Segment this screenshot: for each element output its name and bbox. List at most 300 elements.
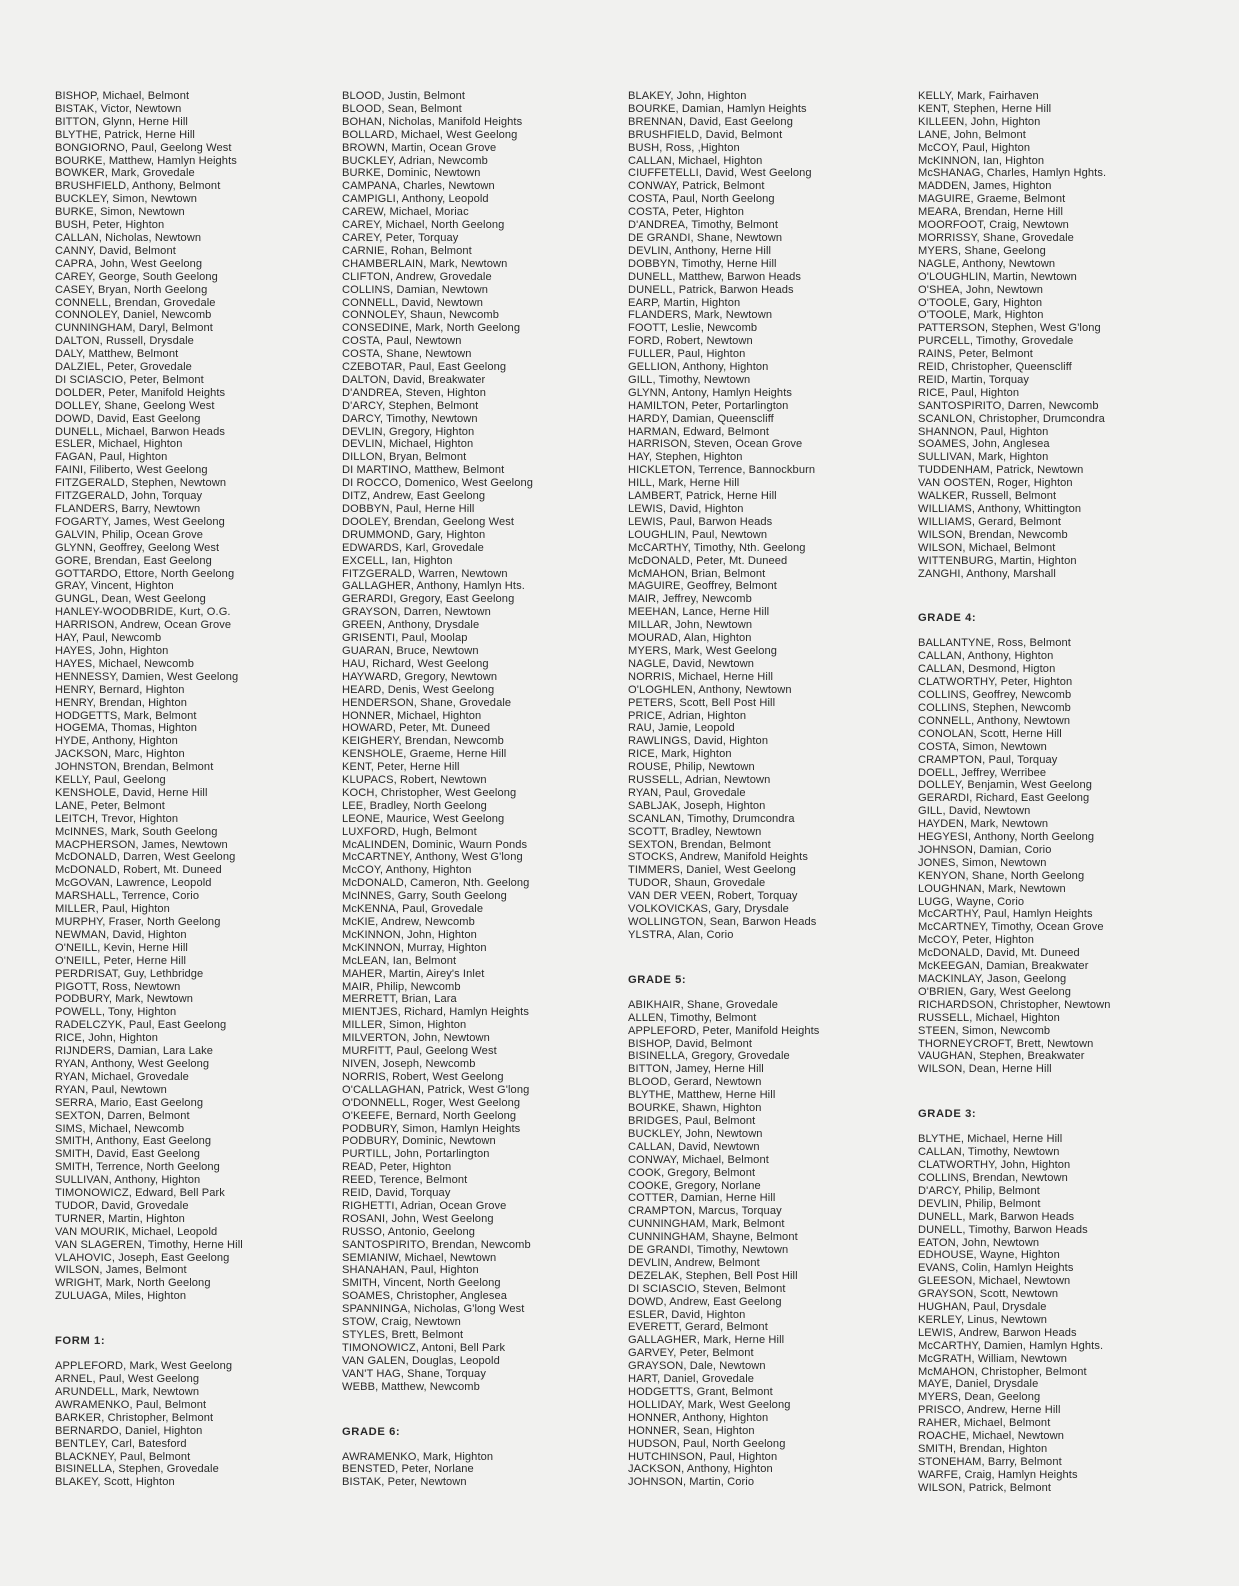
student-entry: APPLEFORD, Mark, West Geelong xyxy=(55,1360,233,1373)
student-entry: CLIFTON, Andrew, Grovedale xyxy=(342,270,492,283)
student-entry: STEEN, Simon, Newcomb xyxy=(918,1024,1051,1037)
student-entry: O'NEILL, Kevin, Herne Hill xyxy=(55,941,188,954)
student-entry: PURTILL, John, Portarlington xyxy=(342,1148,490,1161)
student-entry: VAN SLAGEREN, Timothy, Herne Hill xyxy=(55,1238,243,1251)
student-entry: EXCELL, Ian, Highton xyxy=(342,554,453,567)
student-entry: BISINELLA, Gregory, Grovedale xyxy=(628,1050,790,1063)
student-entry: CHAMBERLAIN, Mark, Newtown xyxy=(342,257,508,270)
student-entry: BARKER, Christopher, Belmont xyxy=(55,1411,214,1424)
student-entry: BOWKER, Mark, Grovedale xyxy=(55,167,195,180)
student-entry: SULLIVAN, Anthony, Highton xyxy=(55,1174,201,1187)
student-entry: SANTOSPIRITO, Brendan, Newcomb xyxy=(342,1238,531,1251)
student-entry: BLAKEY, John, Highton xyxy=(628,90,747,102)
student-entry: McDONALD, Darren, West Geelong xyxy=(55,851,236,864)
student-entry: SOAMES, Christopher, Anglesea xyxy=(342,1290,508,1303)
student-entry: HENRY, Bernard, Highton xyxy=(55,683,185,696)
student-entry: ROUSE, Philip, Newtown xyxy=(628,761,755,774)
student-entry: COLLINS, Geoffrey, Newcomb xyxy=(918,689,1072,702)
student-entry: McDONALD, Robert, Mt. Duneed xyxy=(55,864,222,877)
student-entry: HOGEMA, Thomas, Highton xyxy=(55,722,198,735)
student-entry: HEGYESI, Anthony, North Geelong xyxy=(918,831,1095,844)
student-entry: COSTA, Peter, Highton xyxy=(628,206,744,219)
student-entry: GRISENTI, Paul, Moolap xyxy=(342,632,468,645)
student-entry: HAMILTON, Peter, Portarlington xyxy=(628,399,789,412)
name-list-continued xyxy=(342,90,627,1394)
student-entry: McKENNA, Paul, Grovedale xyxy=(342,903,484,916)
student-entry: GERARDI, Gregory, East Geelong xyxy=(342,593,515,606)
section-heading: GRADE 5: xyxy=(628,973,687,986)
column-2 xyxy=(342,90,627,1489)
student-entry: CAPRA, John, West Geelong xyxy=(55,257,203,270)
student-entry: HODGETTS, Mark, Belmont xyxy=(55,709,197,722)
student-entry: PURCELL, Timothy, Grovedale xyxy=(918,335,1074,348)
student-entry: CONNELL, Anthony, Newtown xyxy=(918,714,1071,727)
student-entry: GLEESON, Michael, Newtown xyxy=(918,1275,1071,1288)
student-entry: BRIDGES, Paul, Belmont xyxy=(628,1114,756,1127)
student-entry: COLLINS, Brendan, Newtown xyxy=(918,1171,1068,1184)
student-entry: DE GRANDI, Timothy, Newtown xyxy=(628,1244,789,1257)
student-entry: FOGARTY, James, West Geelong xyxy=(55,515,225,528)
student-entry: TUDOR, Shaun, Grovedale xyxy=(628,877,766,890)
student-entry: HAY, Paul, Newcomb xyxy=(55,632,162,645)
student-entry: HAYWARD, Gregory, Newtown xyxy=(342,670,498,683)
student-entry: CIUFFETELLI, David, West Geelong xyxy=(628,167,812,180)
student-entry: WILLIAMS, Anthony, Whittington xyxy=(918,503,1082,515)
student-entry: KENT, Peter, Herne Hill xyxy=(342,761,460,774)
student-entry: EARP, Martin, Highton xyxy=(628,296,741,309)
student-entry: CALLAN, Nicholas, Newtown xyxy=(55,231,202,244)
student-entry: LANE, John, Belmont xyxy=(918,128,1026,141)
section-heading: FORM 1: xyxy=(55,1335,106,1348)
student-entry: TIMONOWICZ, Antoni, Bell Park xyxy=(342,1341,506,1354)
student-entry: BUCKLEY, John, Newtown xyxy=(628,1127,763,1140)
student-entry: DALTON, Russell, Drysdale xyxy=(55,335,194,348)
student-entry: D'ARCY, Philip, Belmont xyxy=(918,1184,1040,1197)
student-entry: PRICE, Adrian, Highton xyxy=(628,709,747,722)
student-entry: PATTERSON, Stephen, West G'long xyxy=(918,322,1101,335)
student-entry: SHANNON, Paul, Highton xyxy=(918,425,1049,438)
student-entry: TUDOR, David, Grovedale xyxy=(55,1199,189,1212)
student-entry: LANE, Peter, Belmont xyxy=(55,799,165,812)
student-entry: SOAMES, John, Anglesea xyxy=(918,438,1050,451)
student-entry: KILLEEN, John, Highton xyxy=(918,115,1041,128)
student-entry: KEIGHERY, Brendan, Newcomb xyxy=(342,735,504,748)
student-entry: PETERS, Scott, Bell Post Hill xyxy=(628,696,776,709)
student-entry: GERARDI, Richard, East Geelong xyxy=(918,792,1090,805)
student-entry: COTTER, Damian, Herne Hill xyxy=(628,1192,776,1205)
column-4 xyxy=(918,90,1203,1495)
student-entry: BENSTED, Peter, Norlane xyxy=(342,1463,474,1476)
student-entry: DUNELL, Patrick, Barwon Heads xyxy=(628,283,794,296)
student-entry: EDWARDS, Karl, Grovedale xyxy=(342,541,484,554)
student-entry: FOOTT, Leslie, Newcomb xyxy=(628,322,758,335)
student-entry: McGOVAN, Lawrence, Leopold xyxy=(55,877,212,890)
student-entry: McSHANAG, Charles, Hamlyn Hghts. xyxy=(918,167,1107,180)
student-entry: TURNER, Martin, Highton xyxy=(55,1212,185,1225)
student-entry: LUGG, Wayne, Corio xyxy=(918,895,1025,908)
student-entry: EDHOUSE, Wayne, Highton xyxy=(918,1249,1060,1262)
student-entry: DEVLIN, Gregory, Highton xyxy=(342,425,475,438)
student-entry: MILLAR, John, Newtown xyxy=(628,619,753,632)
student-entry: DEVLIN, Philip, Belmont xyxy=(918,1197,1041,1210)
student-entry: FLANDERS, Mark, Newtown xyxy=(628,309,773,322)
student-entry: HARDY, Damian, Queenscliff xyxy=(628,412,774,425)
student-entry: GILL, Timothy, Newtown xyxy=(628,373,751,386)
student-entry: O'BRIEN, Gary, West Geelong xyxy=(918,985,1071,998)
student-entry: HANLEY-WOODBRIDE, Kurt, O.G. xyxy=(55,606,231,619)
student-entry: CLATWORTHY, John, Highton xyxy=(918,1159,1071,1172)
student-entry: DI ROCCO, Domenico, West Geelong xyxy=(342,477,534,490)
student-entry: STYLES, Brett, Belmont xyxy=(342,1329,464,1341)
student-entry: SERRA, Mario, East Geelong xyxy=(55,1096,204,1109)
student-entry: RADELCZYK, Paul, East Geelong xyxy=(55,1019,227,1032)
student-entry: DOLLEY, Shane, Geelong West xyxy=(55,399,215,412)
student-entry: SCANLAN, Timothy, Drumcondra xyxy=(628,812,795,825)
student-entry: ZULUAGA, Miles, Highton xyxy=(55,1290,187,1303)
student-entry: BROWN, Martin, Ocean Grove xyxy=(342,141,497,154)
student-entry: RYAN, Michael, Grovedale xyxy=(55,1070,189,1083)
student-entry: FLANDERS, Barry, Newtown xyxy=(55,503,201,515)
student-entry: SCOTT, Bradley, Newtown xyxy=(628,825,762,838)
section-heading: GRADE 6: xyxy=(342,1425,401,1438)
student-entry: BUSH, Ross, ,Highton xyxy=(628,141,740,154)
student-entry: PODBURY, Mark, Newtown xyxy=(55,993,194,1006)
student-entry: MACKINLAY, Jason, Geelong xyxy=(918,973,1067,985)
student-entry: BLOOD, Gerard, Newtown xyxy=(628,1076,762,1089)
student-entry: WARFE, Craig, Hamlyn Heights xyxy=(918,1468,1078,1481)
student-entry: HODGETTS, Grant, Belmont xyxy=(628,1386,773,1398)
student-entry: AWRAMENKO, Paul, Belmont xyxy=(55,1398,207,1411)
student-entry: FITZGERALD, Stephen, Newtown xyxy=(55,477,227,490)
grade-section xyxy=(628,974,913,1489)
student-entry: CAREY, Michael, North Geelong xyxy=(342,219,505,232)
student-entry: CLATWORTHY, Peter, Highton xyxy=(918,676,1073,689)
student-entry: THORNEYCROFT, Brett, Newtown xyxy=(918,1037,1094,1050)
student-entry: ROSANI, John, West Geelong xyxy=(342,1212,494,1225)
student-entry: VLAHOVIC, Joseph, East Geelong xyxy=(55,1251,230,1264)
student-entry: KENT, Stephen, Herne Hill xyxy=(918,102,1052,115)
student-entry: GRAY, Vincent, Highton xyxy=(55,580,174,593)
student-entry: McINNES, Garry, South Geelong xyxy=(342,890,507,903)
student-entry: WILSON, Dean, Herne Hill xyxy=(918,1063,1052,1076)
student-entry: HARMAN, Edward, Belmont xyxy=(628,425,770,438)
name-list-continued xyxy=(55,90,340,1303)
student-entry: BOHAN, Nicholas, Manifold Heights xyxy=(342,115,523,128)
student-entry: DI MARTINO, Matthew, Belmont xyxy=(342,464,505,477)
student-entry: VAN'T HAG, Shane, Torquay xyxy=(342,1367,486,1380)
student-entry: D'ANDREA, Timothy, Belmont xyxy=(628,219,779,232)
student-entry: EVANS, Colin, Hamlyn Heights xyxy=(918,1262,1074,1275)
student-entry: DEZELAK, Stephen, Bell Post Hill xyxy=(628,1269,798,1282)
student-entry: CAREW, Michael, Moriac xyxy=(342,206,469,219)
student-entry: BOURKE, Shawn, Highton xyxy=(628,1102,762,1115)
student-entry: ARNEL, Paul, West Geelong xyxy=(55,1373,200,1386)
student-entry: DE GRANDI, Shane, Newtown xyxy=(628,231,783,244)
student-entry: KENSHOLE, Graeme, Herne Hill xyxy=(342,748,507,761)
student-entry: McDONALD, Peter, Mt. Duneed xyxy=(628,554,788,567)
student-entry: BOLLARD, Michael, West Geelong xyxy=(342,128,518,141)
student-entry: DI SCIASCIO, Peter, Belmont xyxy=(55,373,204,386)
student-entry: BLYTHE, Patrick, Herne Hill xyxy=(55,128,195,141)
column-3 xyxy=(628,90,913,1489)
student-entry: O'NEILL, Peter, Herne Hill xyxy=(55,954,187,967)
student-entry: FORD, Robert, Newtown xyxy=(628,335,753,348)
student-entry: O'LOGHLEN, Anthony, Newtown xyxy=(628,683,792,696)
student-entry: HILL, Mark, Herne Hill xyxy=(628,477,740,490)
student-entry: DI SCIASCIO, Steven, Belmont xyxy=(628,1282,786,1295)
student-entry: MILVERTON, John, Newtown xyxy=(342,1032,490,1045)
student-entry: GORE, Brendan, East Geelong xyxy=(55,554,212,567)
student-entry: WOLLINGTON, Sean, Barwon Heads xyxy=(628,916,817,928)
student-entry: O'CALLAGHAN, Patrick, West G'long xyxy=(342,1083,530,1096)
student-entry: CAMPIGLI, Anthony, Leopold xyxy=(342,193,489,206)
student-entry: RICE, John, Highton xyxy=(55,1032,159,1045)
student-entry: MAGUIRE, Geoffrey, Belmont xyxy=(628,580,777,593)
student-entry: KENYON, Shane, North Geelong xyxy=(918,869,1085,882)
student-entry: LEONE, Maurice, West Geelong xyxy=(342,812,505,825)
student-entry: WILSON, James, Belmont xyxy=(55,1264,187,1277)
student-entry: FITZGERALD, John, Torquay xyxy=(55,490,203,503)
student-entry: ALLEN, Timothy, Belmont xyxy=(628,1011,757,1024)
student-entry: McKEEGAN, Damian, Breakwater xyxy=(918,960,1089,973)
student-entry: REID, Christopher, Queenscliff xyxy=(918,361,1072,374)
student-entry: WEBB, Matthew, Newcomb xyxy=(342,1380,480,1393)
student-entry: ZANGHI, Anthony, Marshall xyxy=(918,567,1056,580)
student-entry: HENNESSY, Damien, West Geelong xyxy=(55,670,239,683)
student-entry: CAREY, George, South Geelong xyxy=(55,270,218,283)
name-list-continued xyxy=(918,90,1203,580)
student-entry: GILL, David, Newtown xyxy=(918,805,1031,818)
student-entry: KELLY, Mark, Fairhaven xyxy=(918,90,1039,102)
student-entry: HUGHAN, Paul, Drysdale xyxy=(918,1301,1047,1314)
student-entry: BRENNAN, David, East Geelong xyxy=(628,115,793,128)
student-entry: MEEHAN, Lance, Herne Hill xyxy=(628,606,770,619)
student-entry: COSTA, Shane, Newtown xyxy=(342,348,472,361)
student-entry: HOWARD, Peter, Mt. Duneed xyxy=(342,722,491,735)
student-entry: CUNNINGHAM, Mark, Belmont xyxy=(628,1218,785,1231)
student-entry: FULLER, Paul, Highton xyxy=(628,348,746,361)
student-entry: RICHARDSON, Christopher, Newtown xyxy=(918,998,1111,1011)
student-entry: RAU, Jamie, Leopold xyxy=(628,722,735,735)
student-entry: CALLAN, David, Newtown xyxy=(628,1140,760,1153)
student-entry: REED, Terence, Belmont xyxy=(342,1174,468,1187)
student-entry: DOWD, David, East Geelong xyxy=(55,412,201,425)
student-entry: DUNELL, Matthew, Barwon Heads xyxy=(628,270,802,283)
student-entry: BLOOD, Sean, Belmont xyxy=(342,102,462,115)
student-entry: O'DONNELL, Roger, West Geelong xyxy=(342,1096,521,1109)
student-entry: LOUGHNAN, Mark, Newtown xyxy=(918,882,1066,895)
student-entry: DOBBYN, Timothy, Herne Hill xyxy=(628,257,777,270)
student-entry: MAYE, Daniel, Drysdale xyxy=(918,1378,1039,1391)
student-entry: NORRIS, Michael, Herne Hill xyxy=(628,670,774,683)
student-entry: MURFITT, Paul, Geelong West xyxy=(342,1045,497,1058)
student-entry: FAGAN, Paul, Highton xyxy=(55,451,168,464)
student-entry: BLYTHE, Michael, Herne Hill xyxy=(918,1133,1063,1146)
student-entry: WILLIAMS, Gerard, Belmont xyxy=(918,515,1062,528)
student-entry: REID, David, Torquay xyxy=(342,1187,451,1200)
student-entry: RUSSELL, Michael, Highton xyxy=(918,1011,1060,1024)
student-entry: D'ANDREA, Steven, Highton xyxy=(342,386,486,399)
name-list-continued xyxy=(628,90,913,942)
student-entry: WRIGHT, Mark, North Geelong xyxy=(55,1277,211,1290)
student-entry: CUNNINGHAM, Daryl, Belmont xyxy=(55,322,213,335)
student-entry: MOORFOOT, Craig, Newtown xyxy=(918,219,1069,232)
student-entry: SMITH, Anthony, East Geelong xyxy=(55,1135,212,1148)
student-entry: DUNELL, Timothy, Barwon Heads xyxy=(918,1223,1088,1236)
student-entry: BURKE, Dominic, Newtown xyxy=(342,167,481,180)
student-entry: VAUGHAN, Stephen, Breakwater xyxy=(918,1050,1085,1063)
student-entry: TIMONOWICZ, Edward, Bell Park xyxy=(55,1187,225,1200)
student-entry: BALLANTYNE, Ross, Belmont xyxy=(918,637,1071,650)
student-entry: WITTENBURG, Martin, Highton xyxy=(918,554,1077,567)
student-entry: McCARTHY, Paul, Hamlyn Heights xyxy=(918,908,1093,921)
student-entry: SANTOSPIRITO, Darren, Newcomb xyxy=(918,399,1099,412)
student-entry: HONNER, Sean, Highton xyxy=(628,1424,755,1437)
student-entry: SCANLON, Christopher, Drumcondra xyxy=(918,412,1105,425)
student-entry: BURKE, Simon, Newtown xyxy=(55,206,185,219)
student-entry: McALINDEN, Dominic, Waurn Ponds xyxy=(342,838,528,851)
student-entry: LEWIS, David, Highton xyxy=(628,503,744,515)
student-entry: BONGIORNO, Paul, Geelong West xyxy=(55,141,232,154)
student-entry: SPANNINGA, Nicholas, G'long West xyxy=(342,1303,525,1316)
student-entry: CONNELL, Brendan, Grovedale xyxy=(55,296,216,309)
student-entry: CONNOLEY, Shaun, Newcomb xyxy=(342,309,499,322)
student-entry: HART, Daniel, Grovedale xyxy=(628,1373,755,1386)
grade-section xyxy=(918,612,1203,1076)
student-entry: SIMS, Michael, Newcomb xyxy=(55,1122,185,1135)
student-entry: DOBBYN, Paul, Herne Hill xyxy=(342,503,475,515)
student-entry: CALLAN, Michael, Highton xyxy=(628,154,763,167)
student-entry: CRAMPTON, Paul, Torquay xyxy=(918,753,1058,766)
student-entry: CONNELL, David, Newtown xyxy=(342,296,484,309)
student-entry: DARCY, Timothy, Newtown xyxy=(342,412,478,425)
student-entry: HONNER, Michael, Highton xyxy=(342,709,482,722)
student-entry: SMITH, Vincent, North Geelong xyxy=(342,1277,501,1290)
student-entry: BLACKNEY, Paul, Belmont xyxy=(55,1450,191,1463)
student-entry: HARRISON, Andrew, Ocean Grove xyxy=(55,619,232,632)
student-entry: CRAMPTON, Marcus, Torquay xyxy=(628,1205,782,1218)
student-entry: SMITH, David, East Geelong xyxy=(55,1148,201,1161)
student-entry: BISTAK, Peter, Newtown xyxy=(342,1476,467,1489)
student-entry: CARNIE, Rohan, Belmont xyxy=(342,244,472,257)
student-entry: RYAN, Paul, Newtown xyxy=(55,1083,167,1096)
student-entry: MOURAD, Alan, Highton xyxy=(628,632,752,645)
grade-section xyxy=(342,1426,627,1490)
student-entry: VAN MOURIK, Michael, Leopold xyxy=(55,1225,218,1238)
student-entry: MYERS, Mark, West Geelong xyxy=(628,644,778,657)
student-entry: SEMIANIW, Michael, Newtown xyxy=(342,1251,497,1264)
student-entry: BUSH, Peter, Highton xyxy=(55,219,165,232)
student-entry: PIGOTT, Ross, Newtown xyxy=(55,980,181,993)
student-entry: LEITCH, Trevor, Highton xyxy=(55,812,179,825)
student-entry: GRAYSON, Scott, Newtown xyxy=(918,1288,1059,1301)
student-entry: BLOOD, Justin, Belmont xyxy=(342,90,466,102)
section-heading: GRADE 3: xyxy=(918,1108,977,1121)
student-entry: EATON, John, Newtown xyxy=(918,1236,1040,1249)
student-entry: SMITH, Terrence, North Geelong xyxy=(55,1161,220,1174)
student-entry: NAGLE, Anthony, Newtown xyxy=(918,257,1056,270)
student-entry: HARRISON, Steven, Ocean Grove xyxy=(628,438,803,451)
student-entry: VAN OOSTEN, Roger, Highton xyxy=(918,477,1073,490)
student-entry: JOHNSTON, Brendan, Belmont xyxy=(55,761,214,774)
student-entry: CAREY, Peter, Torquay xyxy=(342,231,459,244)
student-entry: BITTON, Jamey, Herne Hill xyxy=(628,1063,764,1076)
student-entry: JOHNSON, Damian, Corio xyxy=(918,843,1052,856)
student-entry: KOCH, Christopher, West Geelong xyxy=(342,786,517,799)
student-entry: MORRISSY, Shane, Grovedale xyxy=(918,231,1074,244)
student-entry: ARUNDELL, Mark, Newtown xyxy=(55,1386,200,1398)
student-entry: NAGLE, David, Newtown xyxy=(628,657,755,670)
student-entry: O'LOUGHLIN, Martin, Newtown xyxy=(918,270,1077,283)
student-entry: DOOLEY, Brendan, Geelong West xyxy=(342,515,515,528)
student-entry: SULLIVAN, Mark, Highton xyxy=(918,451,1049,464)
student-entry: ESLER, David, Highton xyxy=(628,1308,746,1321)
student-entry: RICE, Mark, Highton xyxy=(628,748,732,761)
student-entry: MYERS, Dean, Geelong xyxy=(918,1391,1041,1404)
student-entry: MEARA, Brendan, Herne Hill xyxy=(918,206,1064,219)
student-entry: McMAHON, Christopher, Belmont xyxy=(918,1365,1087,1378)
student-entry: GALLAGHER, Mark, Herne Hill xyxy=(628,1334,785,1347)
student-entry: MERRETT, Brian, Lara xyxy=(342,993,457,1006)
student-entry: COSTA, Paul, Newtown xyxy=(342,335,462,348)
student-entry: CALLAN, Anthony, Highton xyxy=(918,650,1054,663)
student-entry: GLYNN, Antony, Hamlyn Heights xyxy=(628,386,793,399)
student-entry: RYAN, Anthony, West Geelong xyxy=(55,1057,210,1070)
student-entry: MAIR, Philip, Newcomb xyxy=(342,980,461,993)
student-entry: GELLION, Anthony, Highton xyxy=(628,361,769,374)
student-entry: GRAYSON, Dale, Newtown xyxy=(628,1360,766,1373)
student-entry: BENTLEY, Carl, Batesford xyxy=(55,1437,187,1450)
student-entry: LOUGHLIN, Paul, Newtown xyxy=(628,528,768,541)
student-entry: REID, Martin, Torquay xyxy=(918,373,1030,386)
student-entry: RICE, Paul, Highton xyxy=(918,386,1020,399)
student-entry: McGRATH, William, Newtown xyxy=(918,1352,1067,1365)
student-entry: GALLAGHER, Anthony, Hamlyn Hts. xyxy=(342,580,525,593)
student-entry: O'SHEA, John, Newtown xyxy=(918,283,1044,296)
student-entry: CALLAN, Desmond, Higton xyxy=(918,663,1056,676)
student-entry: GREEN, Anthony, Drysdale xyxy=(342,619,480,632)
student-entry: DUNELL, Mark, Barwon Heads xyxy=(918,1210,1075,1223)
student-entry: COOKE, Gregory, Norlane xyxy=(628,1179,761,1192)
student-entry: CANNY, David, Belmont xyxy=(55,244,176,257)
student-entry: EVERETT, Gerard, Belmont xyxy=(628,1321,768,1334)
student-entry: POWELL, Tony, Highton xyxy=(55,1006,177,1019)
student-entry: SABLJAK, Joseph, Highton xyxy=(628,799,766,812)
student-entry: MAIR, Jeffrey, Newcomb xyxy=(628,593,752,606)
student-entry: MILLER, Paul, Highton xyxy=(55,903,170,916)
student-entry: McDONALD, David, Mt. Duneed xyxy=(918,947,1080,960)
student-entry: MAHER, Martin, Airey's Inlet xyxy=(342,967,485,980)
student-entry: RUSSELL, Adrian, Newtown xyxy=(628,774,771,787)
student-entry: McCOY, Peter, Highton xyxy=(918,934,1034,947)
student-entry: RAINS, Peter, Belmont xyxy=(918,348,1033,361)
student-entry: LEE, Bradley, North Geelong xyxy=(342,799,487,812)
student-entry: McCARTNEY, Anthony, West G'long xyxy=(342,851,523,864)
student-entry: DITZ, Andrew, East Geelong xyxy=(342,490,486,503)
grade-section xyxy=(918,1108,1203,1494)
student-entry: DALZIEL, Peter, Grovedale xyxy=(55,361,192,374)
student-entry: HUDSON, Paul, North Geelong xyxy=(628,1437,786,1450)
student-entry: WILSON, Patrick, Belmont xyxy=(918,1481,1052,1494)
student-entry: GALVIN, Philip, Ocean Grove xyxy=(55,528,204,541)
student-entry: NEWMAN, David, Highton xyxy=(55,928,187,941)
student-entry: McDONALD, Cameron, Nth. Geelong xyxy=(342,877,530,890)
student-entry: FITZGERALD, Warren, Newtown xyxy=(342,567,508,580)
student-entry: HYDE, Anthony, Highton xyxy=(55,735,178,748)
student-entry: GUARAN, Bruce, Newtown xyxy=(342,644,479,657)
student-entry: BISINELLA, Stephen, Grovedale xyxy=(55,1463,219,1476)
student-entry: HENDERSON, Shane, Grovedale xyxy=(342,696,512,709)
